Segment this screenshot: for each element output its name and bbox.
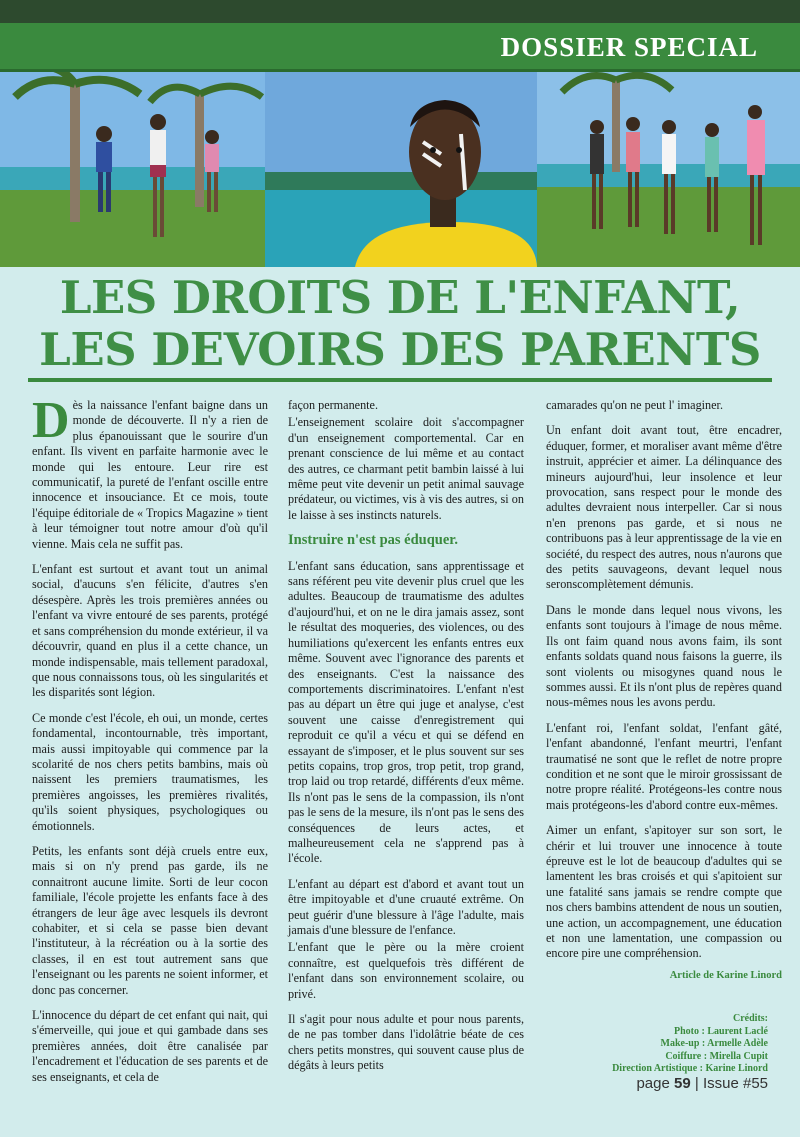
drop-cap: D	[32, 392, 70, 449]
headline-rule	[28, 378, 772, 382]
photo-children-palms	[0, 72, 265, 267]
column-1	[32, 392, 268, 1095]
credits-title: Crédits:	[733, 1013, 768, 1024]
credit-photo: Photo : Laurent Laclé	[674, 1025, 768, 1037]
page-footer	[636, 1075, 768, 1092]
paragraph: L'enfant est surtout et avant tout un animal social, d'aucuns s'en félicite, d'autres s'en désespère. Après les trois premières années ou l'enfant va vivre entouré de ses parents, protégé et sans compréhension du monde extérieur, il va découvrir, quand en plus il a cette chance, un monde indispensable, mais tellement paradoxal, que nous connaissons tous, où les singularités et les disparités sont légion.	[32, 562, 268, 700]
page-label: page	[636, 1075, 670, 1092]
paragraph: Il s'agit pour nous adulte et pour nous parents, de ne pas tomber dans l'idolâtrie béate de ces chers petits monstres, qui souvent cause plus de dégâts à leurs petits	[288, 1012, 524, 1073]
paragraph: Dans le monde dans lequel nous vivons, les enfants sont toujours à l'image de nous même. Ils ont faim quand nous avons faim, ils sont enfants soldats quand nous faisons la guerre, ils sont violents ou misogynes quand nous le sommes aussi. Et ils n'ont plus de repères quand nous-mêmes nous les avons perdu.	[546, 602, 782, 710]
paragraph: Un enfant doit avant tout, être encadrer, éduquer, former, et moraliser avant même d'être instruit, apprécier et aimer. La délinquance des mineurs aujourd'hui, leur insolence et leur provocation, sans respect pour le monde des adultes devraient nous interpeller. Car si nous n'en prenons pas garde, et si nous ne contribuons pas à leur apprentissage de la vie en société, du respect des autres, nous n'aurons que des petits sauvageons, devant lequel nous seronscomplètement démunis.	[546, 423, 782, 592]
photo-children-group	[537, 72, 800, 267]
headline-line-1: LES DROITS DE L'ENFANT,	[59, 271, 741, 324]
credit-makeup: Make-up : Armelle Adèle	[660, 1038, 768, 1050]
top-band	[0, 0, 800, 23]
paragraph: L'enfant au départ est d'abord et avant tout un être impitoyable et d'une cruauté extrême. On peut guérir d'une blessure à l'âge l'adulte, mais jamais d'une blessure de l'enfance.	[288, 876, 524, 937]
photo-boy-facepaint	[265, 72, 537, 267]
page-number: 59	[674, 1075, 691, 1092]
credits	[612, 1013, 768, 1076]
photo-strip	[0, 72, 800, 267]
paragraph: L'enfant roi, l'enfant soldat, l'enfant gâté, l'enfant abandonné, l'enfant meurtri, l'enfant traumatisé ne sont que le reflet de notre propre condition et ne sont que le miroir grossissant de notre propre réalité. Protégeons-les contre nous mais protégeons-les d'abord contre eux-mêmes.	[546, 720, 782, 812]
column-2	[288, 398, 524, 1084]
paragraph: L'enfant sans éducation, sans apprentissage et sans référent peu vite devenir plus cruel que les adultes. Beaucoup de traumatisme des adultes d'aujourd'hui, et on ne le dira jamais assez, sont le résultat des moqueries, des violences, ou des humiliations qu'exercent les enfants entres eux même. Souvent avec l'ignorance des parents et des enseignants. C'est la naissance des comportements discriminatoires. L'enfant n'est pas au départ un être qui juge et analyse, c'est souvent une caisse d'enregistrement qui reproduit ce qu'il a vécu et qui se défend en essayant de s'imposer, et le plus souvent sur ses petits copains, trop gros, trop petit, trop grand, trop laid ou trop retardé, différents d'eux même. Ils n'ont pas le sens de la compassion, ils n'ont pas le sens de la mesure, ils n'ont pas le sens des conséquences de leurs actes, et malheureusement cela ne s'apprend pas à l'école.	[288, 558, 524, 866]
paragraph: L'enfant que le père ou la mère croient connaître, est quelquefois très différent de l'enfant dans son environnement scolaire, ou privé.	[288, 940, 524, 1001]
section-title: DOSSIER SPECIAL	[500, 32, 758, 62]
credit-coiffure: Coiffure : Mirella Cupit	[665, 1050, 768, 1062]
paragraph: Dès la naissance l'enfant baigne dans un monde de découverte. Il n'y a rien de plus épanouissant que le sourire d'un enfant. Ils vivent en parfaite harmonie avec le monde qui les entoure. Leur rire est communicatif, la pureté de l'enfant oscille entre innocence et insouciance. Et ce mois, toute l'équipe éditoriale de « Tropics Magazine » tient à leur témoigner tout notre amour d'où qu'il vienne. Mais cela ne suffit pas.	[32, 392, 268, 551]
paragraph: Aimer un enfant, s'apitoyer sur son sort, le chérir et lui trouver une innocence à toute épreuve est le lot de beaucoup d'adultes qui se lamentent les bras croisés et qui s'apitoient sur une fatalité sans jamais se rendre compte que nos chers bambins attendent de nous un soutien, une action, un accompagnement, une éducation et non une lamentation, une compassion ou encore pire une compréhension.	[546, 823, 782, 961]
headline	[0, 272, 800, 376]
paragraph: camarades qu'on ne peut l' imaginer.	[546, 398, 723, 412]
paragraph: façon permanente.	[288, 398, 379, 412]
issue-number: Issue #55	[702, 1075, 768, 1092]
footer-separator: |	[694, 1075, 699, 1092]
paragraph: Petits, les enfants sont déjà cruels entre eux, mais si on n'y prend pas garde, ils ne connaitront aucune limite. Sorti de leur cocon familiale, l'école projette les enfants face à des étrangers de leur âge avec lesquels ils devront cohabiter, et si cela se passe bien devant l'instituteur, à la récréation ou à la sortie des classes, il en est tout autrement sans que l'enseignant ou les parents ne soient informer, et donc pas concerner.	[32, 843, 268, 997]
byline: Article de Karine Linord	[669, 969, 782, 981]
paragraph: L'enseignement scolaire doit s'accompagner d'un enseignement comportemental. Car en prenant conscience de lui même et au contact des autres, ce charmant petit bambin laissé à lui même peut vite devenir un petit animal sauvage prédateur, ou victimes, vis à vis des autres, si on le laisse à ses instincts naturels.	[288, 415, 524, 522]
credit-direction: Direction Artistique : Karine Linord	[612, 1063, 768, 1075]
subheading: Instruire n'est pas éduquer.	[288, 532, 459, 549]
paragraph: L'innocence du départ de cet enfant qui nait, qui s'émerveille, qui joue et qui gambade dans ses premières années, doit être canalisée par l'encadrement et l'éducation de ses parents et de ses enseignants, et cela de	[32, 1008, 268, 1084]
headline-line-2: LES DEVOIRS DES PARENTS	[39, 323, 761, 376]
paragraph: Ce monde c'est l'école, eh oui, un monde, certes fondamental, incontournable, très important, mais aussi impitoyable qui commence par la scolarité de nos chers petits bambins, mais où naissent les premiers traumatismes, les premières angoisses, les premières rivalités, qu'ils soient physiques, psychologiques ou émotionnels.	[32, 710, 268, 833]
column-3	[546, 398, 782, 983]
